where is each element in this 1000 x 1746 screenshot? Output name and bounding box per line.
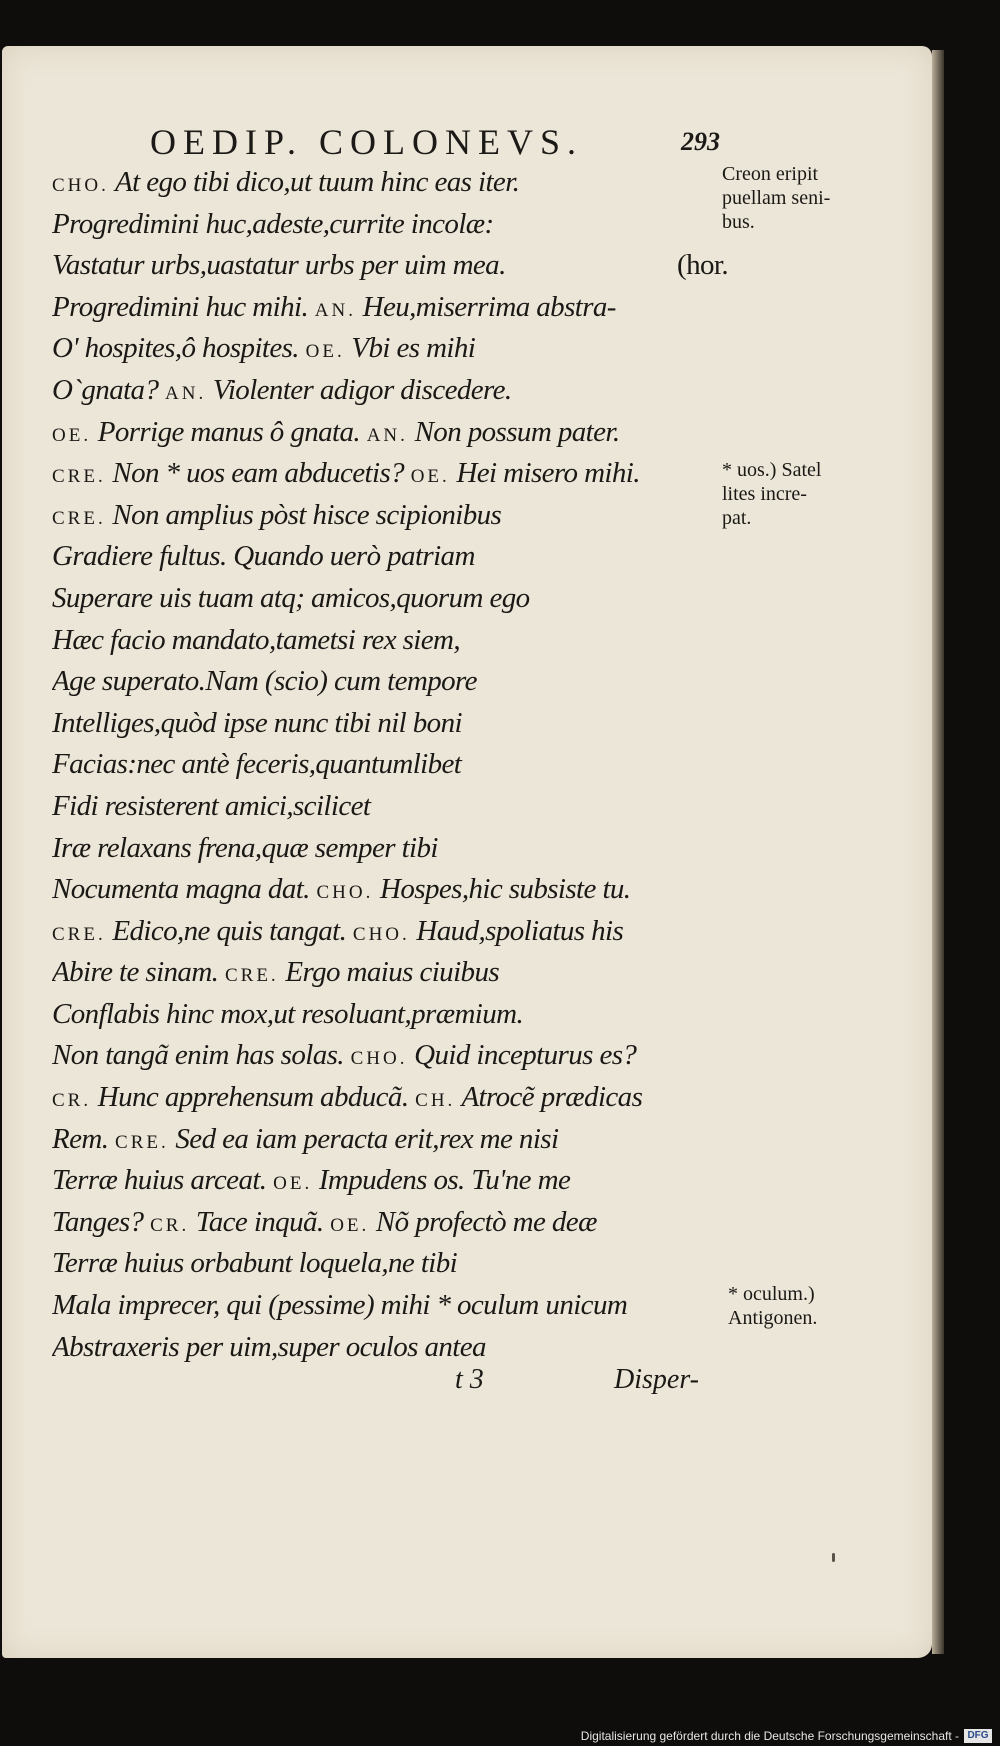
text-line (52, 703, 728, 745)
line-text: O`gnata? (52, 373, 159, 406)
margin-note (728, 1282, 817, 1330)
line-text: Terræ huius orbabunt loquela,ne tibi (52, 1247, 458, 1280)
line-text: Quid incepturus es? (414, 1039, 637, 1072)
line-text: Conflabis hinc mox,ut resoluant,præmium. (52, 997, 524, 1030)
speaker-label: CRE. (52, 923, 106, 945)
line-text: Hei misero mihi. (456, 457, 640, 490)
line-text: Progredimini huc mihi. (52, 290, 309, 323)
speaker-label: CHO. (350, 1048, 408, 1070)
speaker-label: CHO. (316, 882, 374, 904)
text-line (52, 661, 728, 703)
line-text: Rem. (52, 1122, 109, 1155)
margin-note-line: * uos.) Satel (722, 459, 822, 481)
line-text: Edico,ne quis tangat. (112, 914, 347, 947)
speaker-label: OE. (52, 424, 92, 446)
text-line (52, 952, 728, 994)
line-text: Nocumenta magna dat. (52, 873, 310, 906)
text-line (52, 1243, 728, 1285)
speaker-label: AN. (165, 382, 207, 404)
page-number: 293 (681, 127, 720, 156)
text-line (52, 994, 728, 1036)
catchword: Disper- (614, 1364, 699, 1395)
speaker-label: OE. (273, 1173, 313, 1195)
paper-speck (832, 1553, 835, 1562)
text-line (52, 1035, 728, 1077)
text-line (52, 245, 728, 287)
line-text: Atrocẽ prædicas (461, 1081, 643, 1114)
running-head-title: OEDIP. COLONEVS. (150, 122, 584, 162)
text-line (52, 412, 728, 454)
line-text: Fidi resisterent amici,scilicet (52, 789, 371, 822)
page-edge (932, 50, 944, 1654)
text-line (52, 495, 728, 537)
line-text: Violenter adigor discedere. (212, 373, 512, 406)
text-line (52, 287, 728, 329)
line-text: Ergo maius ciuibus (285, 956, 500, 989)
line-text: Haud,spoliatus his (416, 914, 624, 947)
line-text: Abire te sinam. (52, 956, 219, 989)
speaker-label: CRE. (224, 965, 279, 987)
text-line (52, 744, 728, 786)
text-line (52, 536, 728, 578)
speaker-label: CR. (150, 1214, 190, 1236)
line-text: Terræ huius arceat. (52, 1164, 267, 1197)
line-text: Vastatur urbs,uastatur urbs per uim mea. (52, 249, 506, 282)
text-line (52, 620, 728, 662)
speaker-label: OE. (410, 466, 450, 488)
line-text: Hunc apprehensum abducã. (97, 1081, 409, 1114)
line-text: At ego tibi dico,ut tuum hinc eas iter. (115, 166, 520, 198)
speaker-label: CRE. (52, 507, 106, 529)
speaker-label: OE. (305, 341, 345, 363)
speaker-label: CHO. (52, 175, 109, 196)
text-line (52, 1285, 728, 1327)
line-text: Nõ profectò me deæ (375, 1205, 597, 1238)
line-tail: (hor. (677, 249, 728, 282)
text-line (52, 1077, 728, 1119)
margin-note-line: * oculum.) (728, 1283, 815, 1305)
line-text: Tace inquã. (195, 1205, 324, 1238)
signature-mark: t 3 (455, 1364, 484, 1395)
text-line (52, 869, 728, 911)
text-line (52, 786, 728, 828)
digitization-footer (581, 1728, 992, 1744)
footer-text: Digitalisierung gefördert durch die Deutsche Forschungsgemeinschaft - (580, 1729, 959, 1743)
text-line (52, 453, 728, 495)
speaker-label: CRE. (115, 1131, 169, 1153)
margin-note-line: lites incre- (722, 483, 807, 505)
line-text: Heu,miserrima abstra- (362, 290, 616, 323)
speaker-label: AN. (314, 299, 356, 321)
line-text: Porrige manus ô gnata. (97, 415, 361, 448)
line-text: Tanges? (52, 1205, 144, 1238)
line-text: O' hospites,ô hospites. (52, 332, 299, 365)
text-line (52, 1202, 728, 1244)
line-text: Abstraxeris per uim,super oculos antea (52, 1330, 486, 1363)
speaker-label: CH. (415, 1090, 456, 1112)
margin-note (722, 458, 821, 530)
margin-note-line: Antigonen. (728, 1307, 818, 1329)
text-line (52, 911, 728, 953)
line-text: Facias:nec antè feceris,quantumlibet (52, 748, 462, 781)
text-line (52, 578, 728, 620)
margin-note-line: pat. (722, 507, 752, 529)
line-text: Vbi es mihi (351, 332, 476, 365)
running-head (150, 116, 720, 168)
text-line (52, 328, 728, 370)
speaker-label: OE. (330, 1214, 370, 1236)
dfg-logo: DFG (964, 1729, 992, 1743)
speaker-label: AN. (366, 424, 408, 446)
line-text: Non possum pater. (414, 415, 620, 448)
line-text: Gradiere fultus. Quando uerò patriam (52, 540, 475, 573)
margin-note (722, 162, 830, 234)
text-line (52, 828, 728, 870)
text-line (52, 162, 728, 204)
line-text: Iræ relaxans frena,quæ semper tibi (52, 831, 438, 864)
line-text: Mala imprecer, qui (pessime) mihi * oculum unicum (52, 1289, 628, 1322)
line-text: Non amplius pòst hisce scipionibus (112, 498, 502, 531)
line-text: Impudens os. Tu'ne me (318, 1164, 571, 1197)
line-text: Progredimini huc,adeste,currite incolæ: (52, 207, 494, 240)
margin-note-line: puellam seni- (722, 187, 831, 209)
line-text: Hæc facio mandato,tametsi rex siem, (52, 623, 461, 656)
text-line (52, 370, 728, 412)
line-text: Non tangã enim has solas. (52, 1039, 344, 1072)
speaker-label: CR. (52, 1090, 92, 1112)
text-line (52, 204, 728, 246)
speaker-label: CRE. (52, 466, 106, 488)
line-text: Intelliges,quòd ipse nunc tibi nil boni (52, 706, 462, 739)
line-text: Sed ea iam peracta erit,rex me nisi (175, 1122, 559, 1155)
text-line (52, 1119, 728, 1161)
text-line (52, 1160, 728, 1202)
speaker-label: CHO. (352, 923, 410, 945)
line-text: Hospes,hic subsiste tu. (380, 873, 631, 906)
verse-text (52, 162, 728, 1368)
margin-note-line: bus. (722, 211, 755, 233)
line-text: Superare uis tuam atq; amicos,quorum ego (52, 581, 530, 614)
margin-note-line: Creon eripit (722, 163, 819, 185)
line-text: Age superato.Nam (scio) cum tempore (52, 665, 477, 698)
line-text: Non * uos eam abducetis? (112, 457, 405, 490)
